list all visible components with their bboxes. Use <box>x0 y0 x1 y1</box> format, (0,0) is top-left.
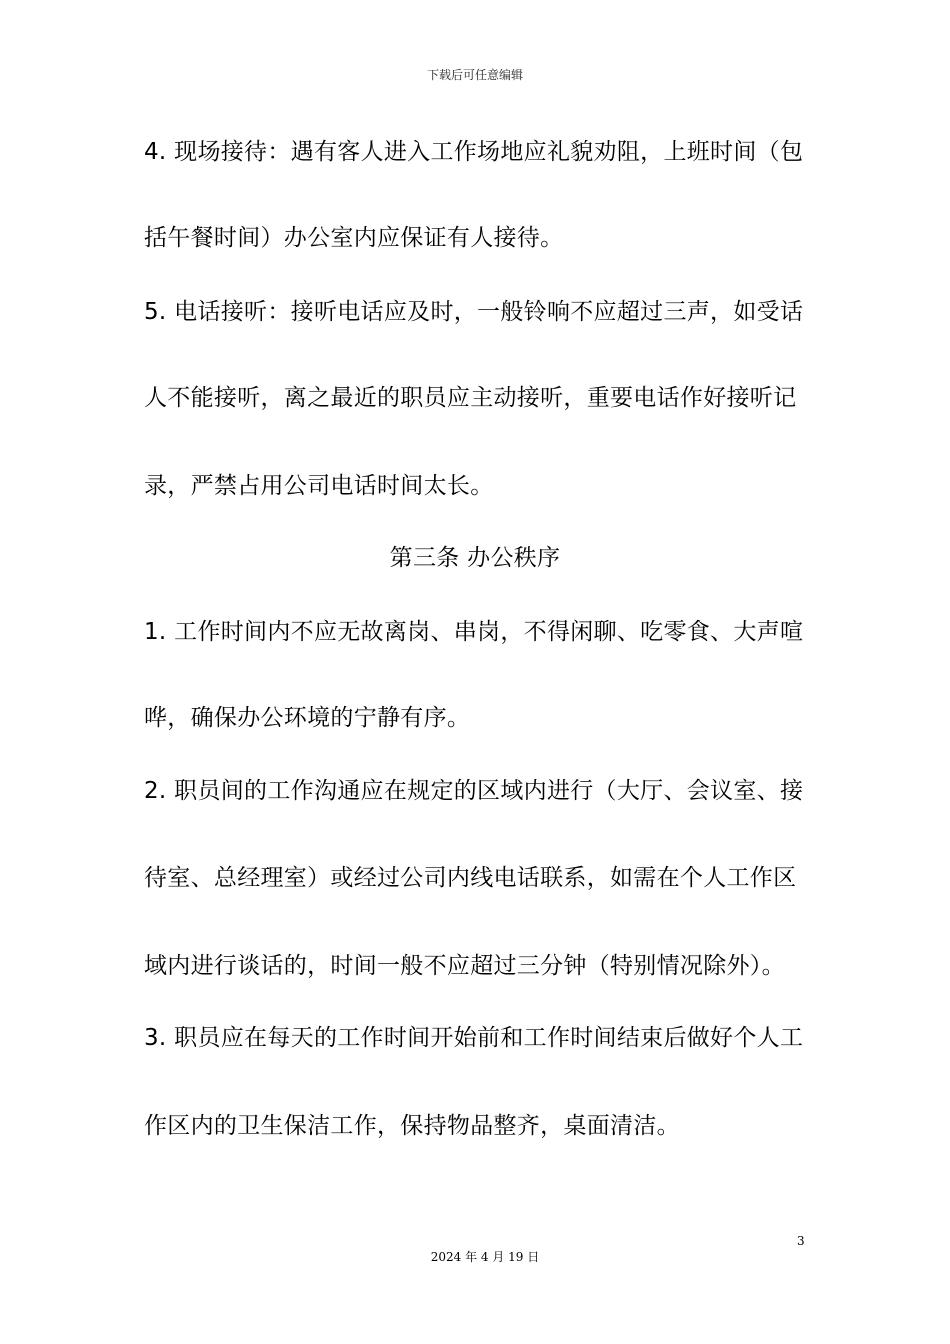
page-header: 下载后可任意编辑 <box>426 68 523 82</box>
section-heading: 第三条 办公秩序 <box>389 545 561 571</box>
item-3-line-1: 3. 职员应在每天的工作时间开始前和工作时间结束后做好个人工 <box>144 1025 804 1051</box>
item-1-line-1: 1. 工作时间内不应无故离岗、串岗，不得闲聊、吃零食、大声喧 <box>144 619 804 645</box>
paragraph-4-line-1: 4. 现场接待：遇有客人进入工作场地应礼貌劝阻，上班时间（包 <box>144 139 804 165</box>
paragraph-4-line-2: 括午餐时间）办公室内应保证有人接待。 <box>144 225 564 251</box>
item-1-line-2: 哗，确保办公环境的宁静有序。 <box>144 705 471 731</box>
paragraph-5-line-1: 5. 电话接听：接听电话应及时，一般铃响不应超过三声，如受话 <box>144 299 804 325</box>
item-2-line-3: 域内进行谈话的，时间一般不应超过三分钟（特别情况除外）。 <box>144 953 785 979</box>
page-number: 3 <box>797 1234 805 1248</box>
item-2-line-2: 待室、总经理室）或经过公司内线电话联系，如需在个人工作区 <box>144 865 797 891</box>
paragraph-5-line-3: 录，严禁占用公司电话时间太长。 <box>144 473 494 499</box>
item-3-line-2: 作区内的卫生保洁工作，保持物品整齐，桌面清洁。 <box>144 1113 680 1139</box>
page-footer-date: 2024 年 4 月 19 日 <box>430 1250 540 1264</box>
paragraph-5-line-2: 人不能接听，离之最近的职员应主动接听，重要电话作好接听记 <box>144 385 797 411</box>
item-2-line-1: 2. 职员间的工作沟通应在规定的区域内进行（大厅、会议室、接 <box>144 778 804 804</box>
